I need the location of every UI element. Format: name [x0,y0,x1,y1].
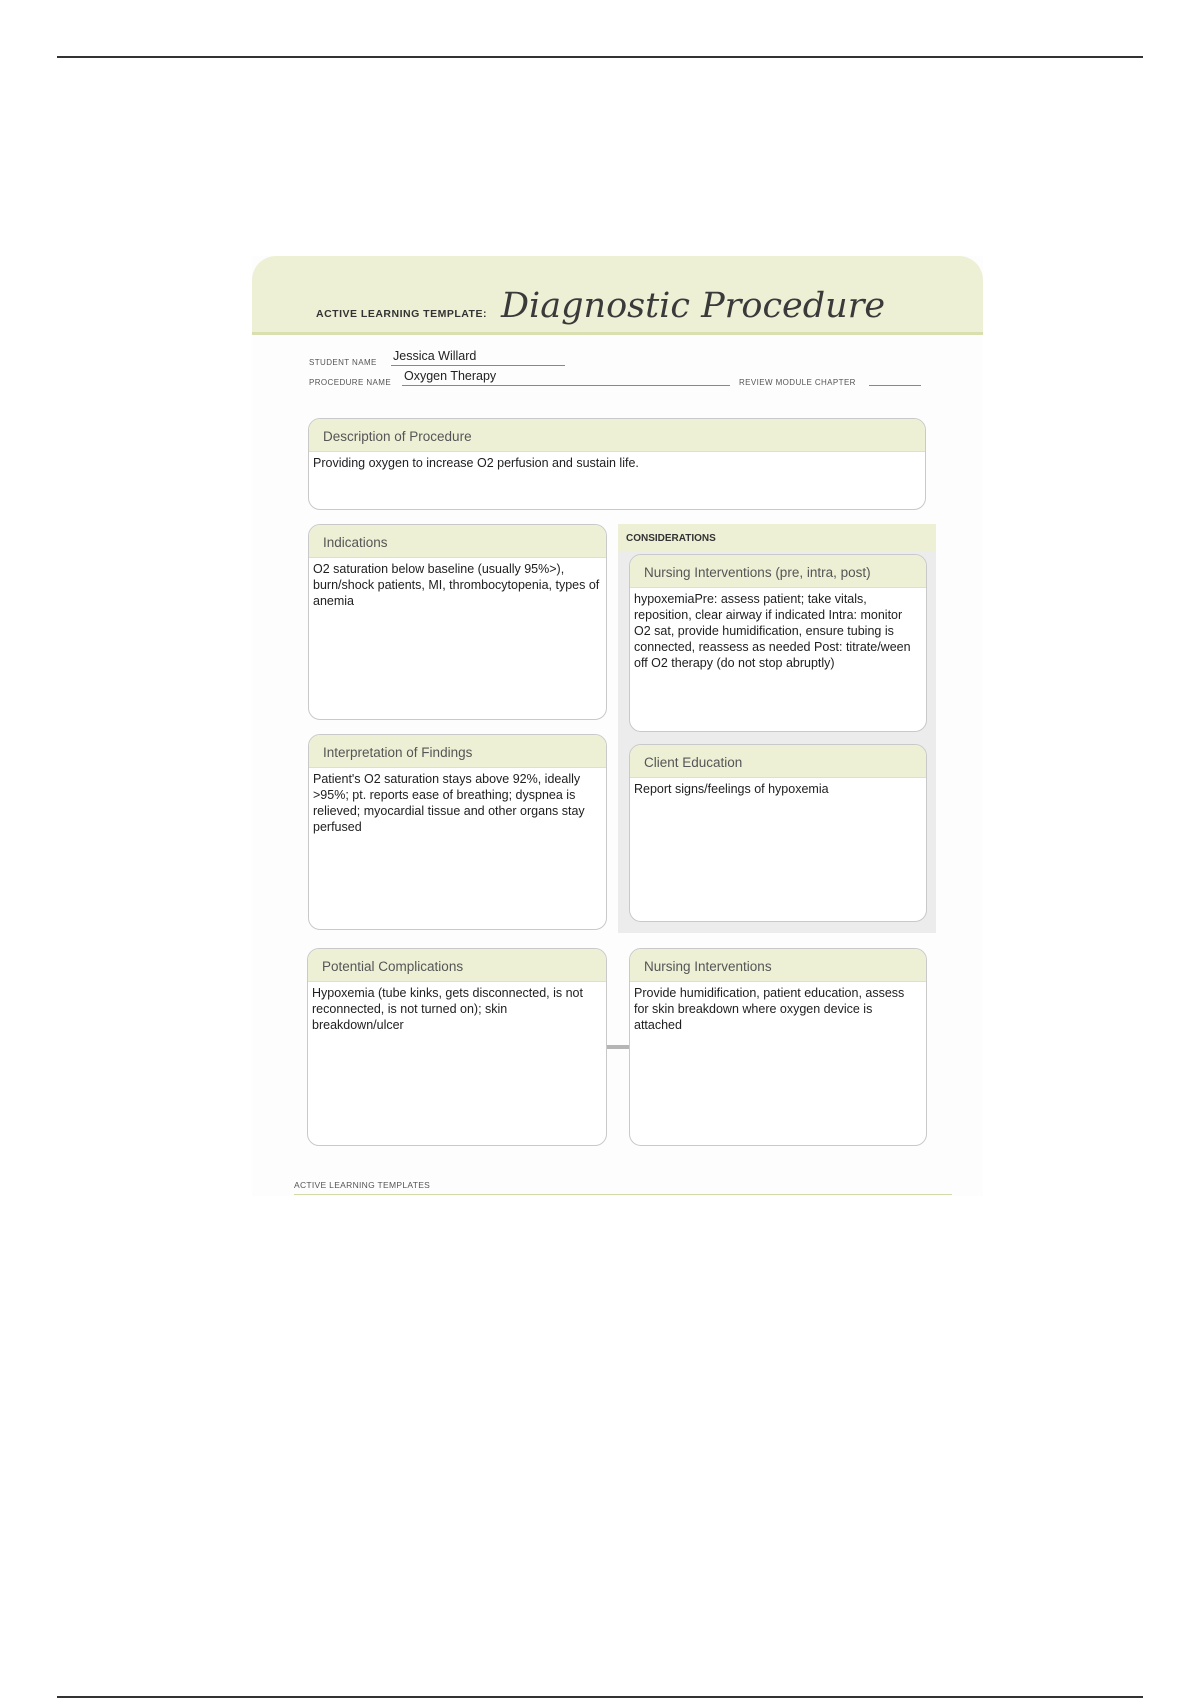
nursing-interventions-title: Nursing Interventions [644,959,772,974]
indications-header [309,525,606,558]
diagnostic-procedure-template [252,256,983,1196]
complications-box [307,948,607,1146]
student-name-value[interactable]: Jessica Willard [393,349,477,363]
considerations-header [618,524,936,552]
indications-title: Indications [323,535,388,550]
template-title: Diagnostic Procedure [501,286,886,326]
connector-line [607,1045,629,1049]
nursing-pre-intra-post-header [630,555,926,588]
complications-header [308,949,606,982]
nursing-pre-intra-post-text[interactable]: hypoxemiaPre: assess patient; take vitals, reposition, clear airway if indicated Intra: monitor O2 sat, provide humidification, ensure tubing is connected, reassess as needed Post: titrate/ween off O2 therapy (do not stop abruptly) [634,592,911,670]
bottom-rule [57,1696,1143,1698]
procedure-name-label: PROCEDURE NAME [309,378,392,387]
nursing-interventions-header [630,949,926,982]
template-header [252,256,983,335]
considerations-label: CONSIDERATIONS [626,533,716,544]
client-education-text[interactable]: Report signs/feelings of hypoxemia [634,782,829,796]
nursing-pre-intra-post-box [629,554,927,732]
top-rule [57,56,1143,58]
interpretation-title: Interpretation of Findings [323,745,473,760]
procedure-name-line [402,385,730,386]
description-title: Description of Procedure [323,429,472,444]
complications-text[interactable]: Hypoxemia (tube kinks, gets disconnected, is not reconnected, is not turned on); skin breakdown/ulcer [312,986,583,1032]
student-name-label: STUDENT NAME [309,358,377,367]
description-box [308,418,926,510]
nursing-interventions-box [629,948,927,1146]
template-footer: ACTIVE LEARNING TEMPLATES [294,1180,431,1190]
template-footer-line [294,1194,952,1195]
client-education-box [629,744,927,922]
nursing-pre-intra-post-title: Nursing Interventions (pre, intra, post) [644,565,871,580]
complications-title: Potential Complications [322,959,464,974]
procedure-name-value[interactable]: Oxygen Therapy [404,369,497,383]
indications-text[interactable]: O2 saturation below baseline (usually 95%>), burn/shock patients, MI, thrombocytopenia, types of anemia [313,562,600,608]
description-text[interactable]: Providing oxygen to increase O2 perfusion and sustain life. [313,456,639,470]
client-education-title: Client Education [644,755,743,770]
nursing-interventions-text[interactable]: Provide humidification, patient education, assess for skin breakdown where oxygen device is attached [634,986,905,1032]
interpretation-text[interactable]: Patient's O2 saturation stays above 92%, ideally >95%; pt. reports ease of breathing; dyspnea is relieved; myocardial tissue and other organs stay perfused [313,772,585,834]
interpretation-box [308,734,607,930]
template-kicker: ACTIVE LEARNING TEMPLATE: [316,308,487,320]
client-education-header [630,745,926,778]
indications-box [308,524,607,720]
review-module-label: REVIEW MODULE CHAPTER [739,378,856,387]
review-module-line[interactable] [869,385,921,386]
student-name-line [391,365,565,366]
description-header [309,419,925,452]
interpretation-header [309,735,606,768]
